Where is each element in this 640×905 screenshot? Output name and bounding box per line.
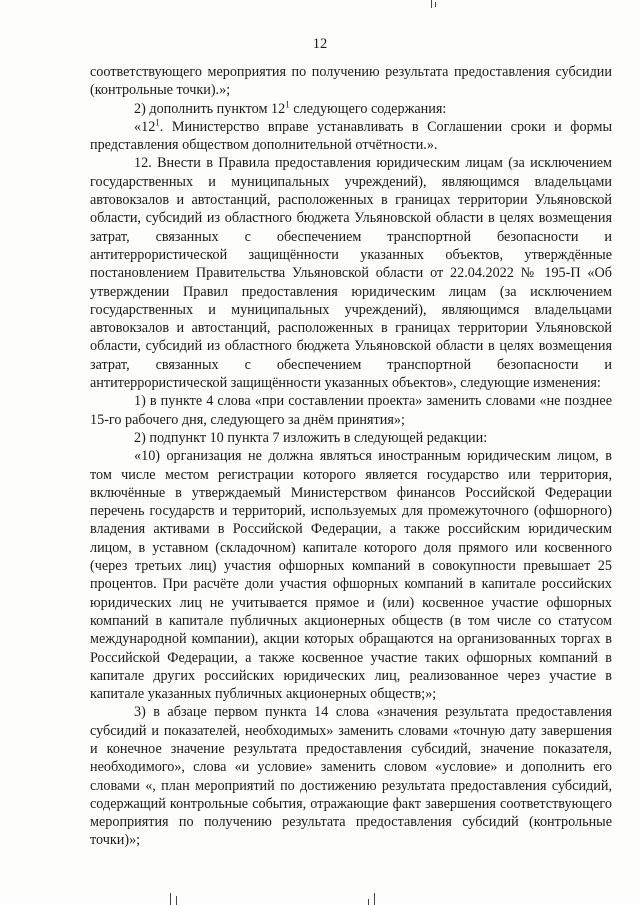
scan-mark-bottom-4 [368,899,369,905]
document-body [90,63,612,850]
paragraph-item-2: 2) подпункт 10 пункта 7 изложить в следующей редакции: [134,429,488,446]
scan-mark-top-2 [435,2,436,7]
scan-mark-bottom-2 [176,896,177,905]
paragraph-item-3: 3) в абзаце первом пункта 14 слова «значения результата предоставления субсидий и показателей, необходимых» заменить словами «точную дату завершения и конечное значение результата предоставления субсидий, значение показателя, необходимого», слова «и условие» заменить словом «условие» и дополнить его словами «, план мероприятий по достижению результата предоставления субсидий, содержащий контрольные события, отражающие факт завершения соответствующего мероприятия по получению результата предоставления субсидий (контрольные точки)»; [90,704,612,849]
paragraph-item-2-add-point: 2) дополнить пунктом $12^1$ следующего содержания: [134,98,447,117]
scan-mark-bottom-3 [374,893,375,905]
paragraph-continuation: соответствующего мероприятия по получению результата предоставления субсидии (контрольные точки).»; [90,64,612,99]
scan-mark-top [431,0,432,8]
page-number: 12 [312,36,328,52]
paragraph-item-1: 1) в пункте 4 слова «при составлении проекта» заменить словами «не позднее 15-го рабочего дня, следующего за днём принятия»; [90,393,612,428]
paragraph-point-12-1: «$12^1$. Министерство вправе устанавливать в Соглашении сроки и формы представления обществом дополнительной отчётности.». [90,117,612,154]
paragraph-subitem-10: «10) организация не должна являться иностранным юридическим лицом, в том числе местом регистрации которого является государство или территория, включённые в утверждаемый Министерством финансов Российской Федерации перечень государств и территорий, используемых для промежуточного (офшорного) владения активами в Российской Федерации, а также российским юридическим лицом, в уставном (складочном) капитале которого доля прямого или косвенного (через третьих лиц) участия офшорных компаний в совокупности превышает 25 процентов. При расчёте доли участия офшорных компаний в капитале российских юридических лиц не учитывается прямое и (или) косвенное участие офшорных компаний в капитале публичных акционерных обществ (в том числе со статусом международной компании), акции которых обращаются на организованных торгах в Российской Федерации, а также косвенное участие таких офшорных компаний в капитале других российских юридических лиц, реализованное через участие в капитале указанных публичных акционерных обществ;»; [90,448,612,703]
scan-mark-bottom [170,893,171,905]
paragraph-section-12: 12. Внести в Правила предоставления юридическим лицам (за исключением государственных и муниципальных учреждений), являющимся владельцами автовокзалов и автостанций, расположенных в границах территории Ульяновской области, субсидий из областного бюджета Ульяновской области в целях возмещения затрат, связанных с обеспечением транспортной безопасности и антитеррористической защищённости указанных объектов, утверждённые постановлением Правительства Ульяновской области от 22.04.2022 № 195-П «Об утверждении Правил предоставления юридическим лицам (за исключением государственных и муниципальных учреждений), являющимся владельцами автовокзалов и автостанций, расположенных в границах территории Ульяновской области, субсидий из областного бюджета Ульяновской области в целях возмещения затрат, связанных с обеспечением транспортной безопасности и антитеррористической защищённости указанных объектов», следующие изменения: [90,155,612,392]
